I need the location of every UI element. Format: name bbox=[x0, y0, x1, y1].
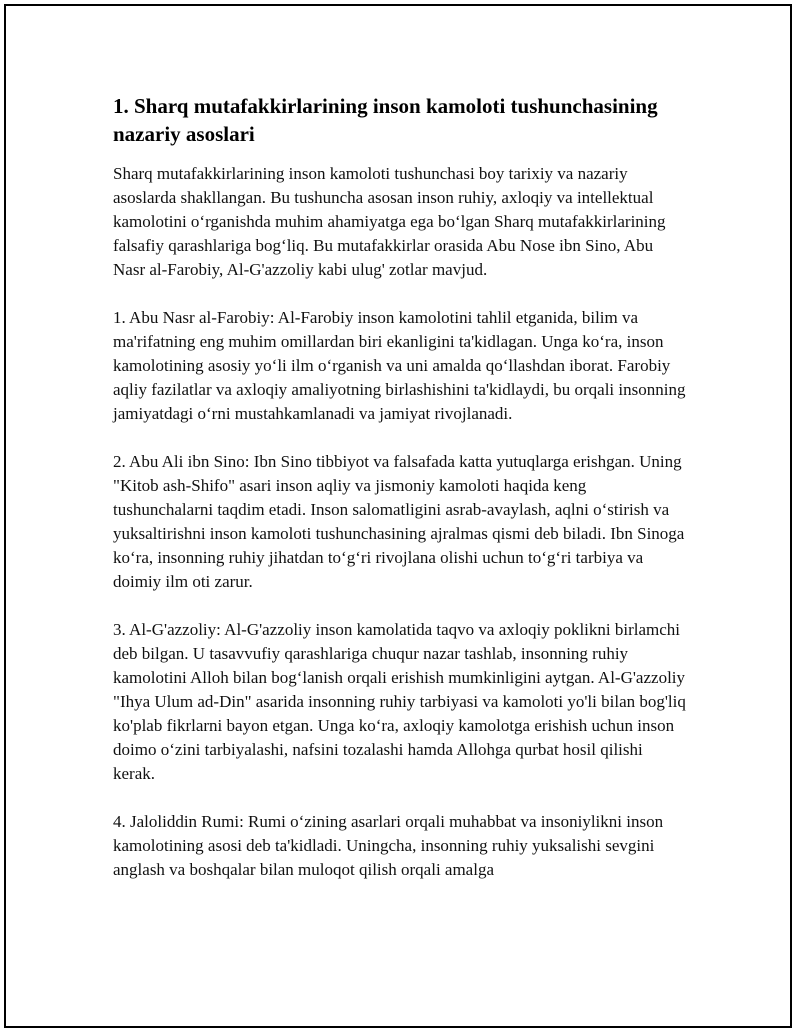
gazzoliy-paragraph: 3. Al-G'azzoliy: Al-G'azzoliy inson kamolatida taqvo va axloqiy poklikni birlamchi deb bilgan. U tasavvufiy qarashlariga chuqur nazar tashlab, insonning ruhiy kamolotini Alloh bilan bogʻlanish orqali erishish mumkinligini aytgan. Al-G'azzoliy "Ihya Ulum ad-Din" asarida insonning ruhiy tarbiyasi va kamoloti yo'li bilan bog'liq ko'plab fikrlarni bayon etgan. Unga koʻra, axloqiy kamolotga erishish uchun inson doimo oʻzini tarbiyalashi, nafsini tozalashi hamda Allohga qurbat hosil qilishi kerak. bbox=[113, 620, 686, 783]
document-body bbox=[113, 92, 688, 906]
rumi-paragraph: 4. Jaloliddin Rumi: Rumi oʻzining asarlari orqali muhabbat va insoniylikni inson kamolotining asosi deb ta'kidladi. Uningcha, insonning ruhiy yuksalishi sevgini anglash va boshqalar bilan muloqot qilish orqali amalga bbox=[113, 812, 664, 879]
farobiy-paragraph: 1. Abu Nasr al-Farobiy: Al-Farobiy inson kamolotini tahlil etganida, bilim va ma'rifatning eng muhim omillardan biri ekanligini ta'kidlagan. Unga koʻra, inson kamolotining asosiy yoʻli ilm oʻrganish va uni amalda qoʻllashdan iborat. Farobiy aqliy fazilatlar va axloqiy amaliyotning birlashishini ta'kidlaydi, bu orqali insonning jamiyatdagi oʻrni mustahkamlanadi va jamiyat rivojlanadi. bbox=[113, 308, 686, 423]
section-title: 1. Sharq mutafakkirlarining inson kamoloti tushunchasining nazariy asoslari bbox=[113, 94, 658, 146]
intro-paragraph: Sharq mutafakkirlarining inson kamoloti tushunchasi boy tarixiy va nazariy asoslarda shakllangan. Bu tushuncha asosan inson ruhiy, axloqiy va intellektual kamolotini oʻrganishda muhim ahamiyatga ega boʻlgan Sharq mutafakkirlarining falsafiy qarashlariga bogʻliq. Bu mutafakkirlar orasida Abu Nose ibn Sino, Abu Nasr al-Farobiy, Al-G'azzoliy kabi ulug' zotlar mavjud. bbox=[113, 164, 666, 279]
ibn-sino-paragraph: 2. Abu Ali ibn Sino: Ibn Sino tibbiyot va falsafada katta yutuqlarga erishgan. Uning "Kitob ash-Shifo" asari inson aqliy va jismoniy kamoloti haqida keng tushunchalarni taqdim etadi. Inson salomatligini asrab-avaylash, aqlni oʻstirish va yuksaltirishni inson kamoloti tushunchasining ajralmas qismi deb biladi. Ibn Sinoga koʻra, insonning ruhiy jihatdan toʻgʻri rivojlana olishi uchun toʻgʻri tarbiya va doimiy ilm oti zarur. bbox=[113, 452, 685, 591]
